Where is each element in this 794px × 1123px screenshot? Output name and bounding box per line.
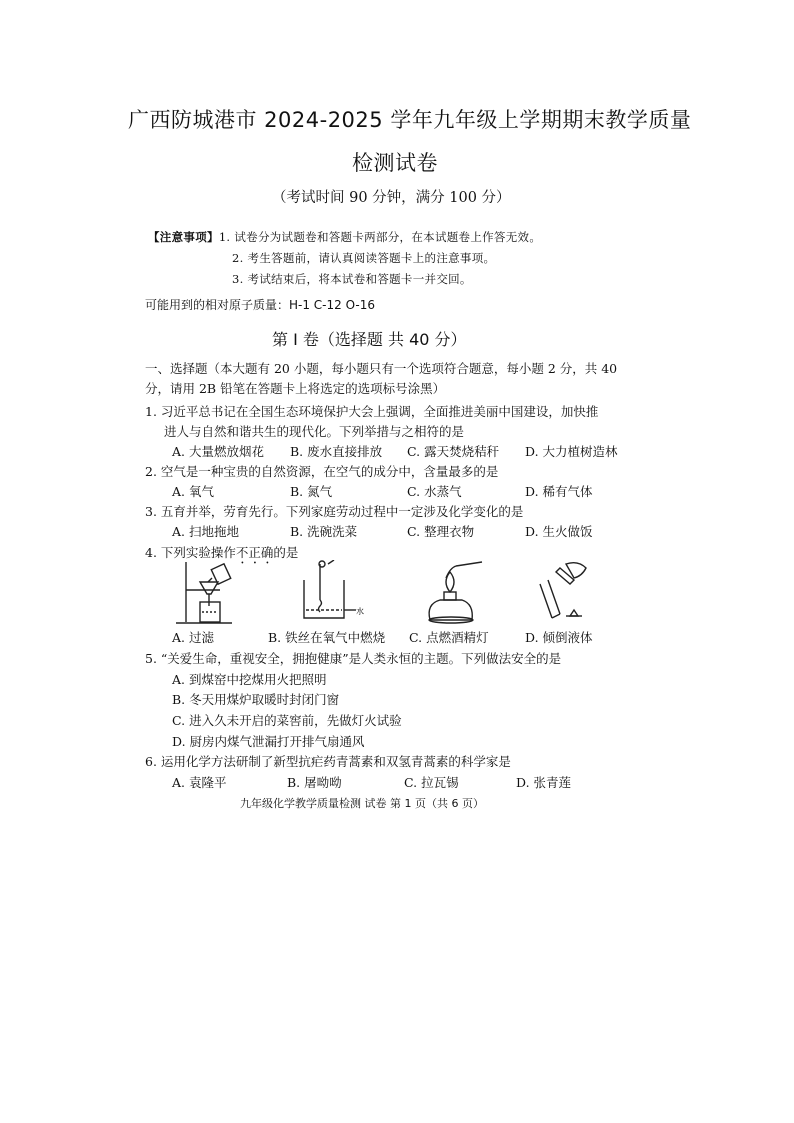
- notice-item: 3. 考试结束后，将本试卷和答题卡一并交回。: [232, 272, 472, 286]
- option: C. 进入久未开启的菜窖前，先做灯火试验: [172, 713, 402, 728]
- exam-duration: （考试时间 90 分钟，满分 100 分）: [272, 190, 511, 206]
- page-title: 广西防城港市 2024-2025 学年九年级上学期期末教学质量: [128, 108, 692, 132]
- option: D. 张青莲: [516, 775, 572, 790]
- option: B. 屠呦呦: [287, 775, 342, 790]
- page-footer: 九年级化学教学质量检测 试卷 第 1 页（共 6 页）: [240, 797, 484, 810]
- option: B. 废水直接排放: [290, 444, 383, 459]
- option: D. 稀有气体: [525, 484, 593, 499]
- option: A. 袁隆平: [172, 775, 227, 790]
- filtration-apparatus-figure: [172, 560, 242, 628]
- option: A. 氧气: [172, 484, 214, 499]
- section-title: 第 I 卷（选择题 共 40 分）: [272, 330, 467, 349]
- option: A. 扫地拖地: [172, 524, 239, 539]
- option: C. 点燃酒精灯: [409, 630, 489, 645]
- option: A. 到煤窑中挖煤用火把照明: [172, 672, 327, 687]
- option: C. 拉瓦锡: [404, 775, 459, 790]
- option: A. 大量燃放烟花: [172, 444, 264, 459]
- option: C. 整理衣物: [407, 524, 475, 539]
- question-stem: 1. 习近平总书记在全国生态环境保护大会上强调，全面推进美丽中国建设，加快推: [145, 404, 599, 419]
- notice-item: 2. 考生答题前，请认真阅读答题卡上的注意事项。: [232, 251, 496, 265]
- section-intro-line2: 分，请用 2B 铅笔在答题卡上将选定的选项标号涂黑）: [145, 381, 446, 396]
- question-stem: 2. 空气是一种宝贵的自然资源，在空气的成分中，含量最多的是: [145, 464, 499, 479]
- stem-suffix: 的是: [273, 545, 299, 560]
- option: B. 洗碗洗菜: [290, 524, 358, 539]
- option: D. 大力植树造林: [525, 444, 618, 459]
- option: D. 倾倒液体: [525, 630, 593, 645]
- question-stem: 3. 五育并举，劳育先行。下列家庭劳动过程中一定涉及化学变化的是: [145, 504, 524, 519]
- stem-prefix: 4. 下列实验操作: [145, 545, 236, 560]
- page-title-line2: 检测试卷: [352, 151, 438, 175]
- option: D. 厨房内煤气泄漏打开排气扇通风: [172, 734, 365, 749]
- notice-item: 1. 试卷分为试题卷和答题卡两部分，在本试题卷上作答无效。: [218, 230, 542, 244]
- pouring-liquid-figure: [530, 558, 594, 624]
- option: C. 水蒸气: [407, 484, 462, 499]
- option: A. 过滤: [172, 630, 214, 645]
- option: D. 生火做饭: [525, 524, 593, 539]
- option: C. 露天焚烧秸秆: [407, 444, 500, 459]
- option: B. 铁丝在氧气中燃烧: [268, 630, 386, 645]
- option: B. 氮气: [290, 484, 333, 499]
- stem-emphasis: 不正确: [235, 545, 274, 560]
- atomic-mass-line: 可能用到的相对原子质量：H-1 C-12 O-16: [145, 298, 375, 312]
- question-stem-line2: 进人与自然和谐共生的现代化。下列举措与之相符的是: [164, 424, 465, 439]
- iron-wire-combustion-figure: [292, 560, 364, 622]
- water-label: 水: [356, 607, 364, 616]
- alcohol-lamp-figure: [420, 560, 486, 626]
- question-stem: 5. “关爱生命，重视安全，拥抱健康”是人类永恒的主题。下列做法安全的是: [145, 651, 562, 666]
- notice-label: 【注意事项】: [148, 230, 219, 244]
- section-intro: 一、选择题（本大题有 20 小题，每小题只有一个选项符合题意，每小题 2 分，共 40: [145, 361, 618, 376]
- option: B. 冬天用煤炉取暖时封闭门窗: [172, 692, 340, 707]
- question-stem: 6. 运用化学方法研制了新型抗疟药青蒿素和双氢青蒿素的科学家是: [145, 754, 511, 769]
- notice-block: [148, 229, 541, 245]
